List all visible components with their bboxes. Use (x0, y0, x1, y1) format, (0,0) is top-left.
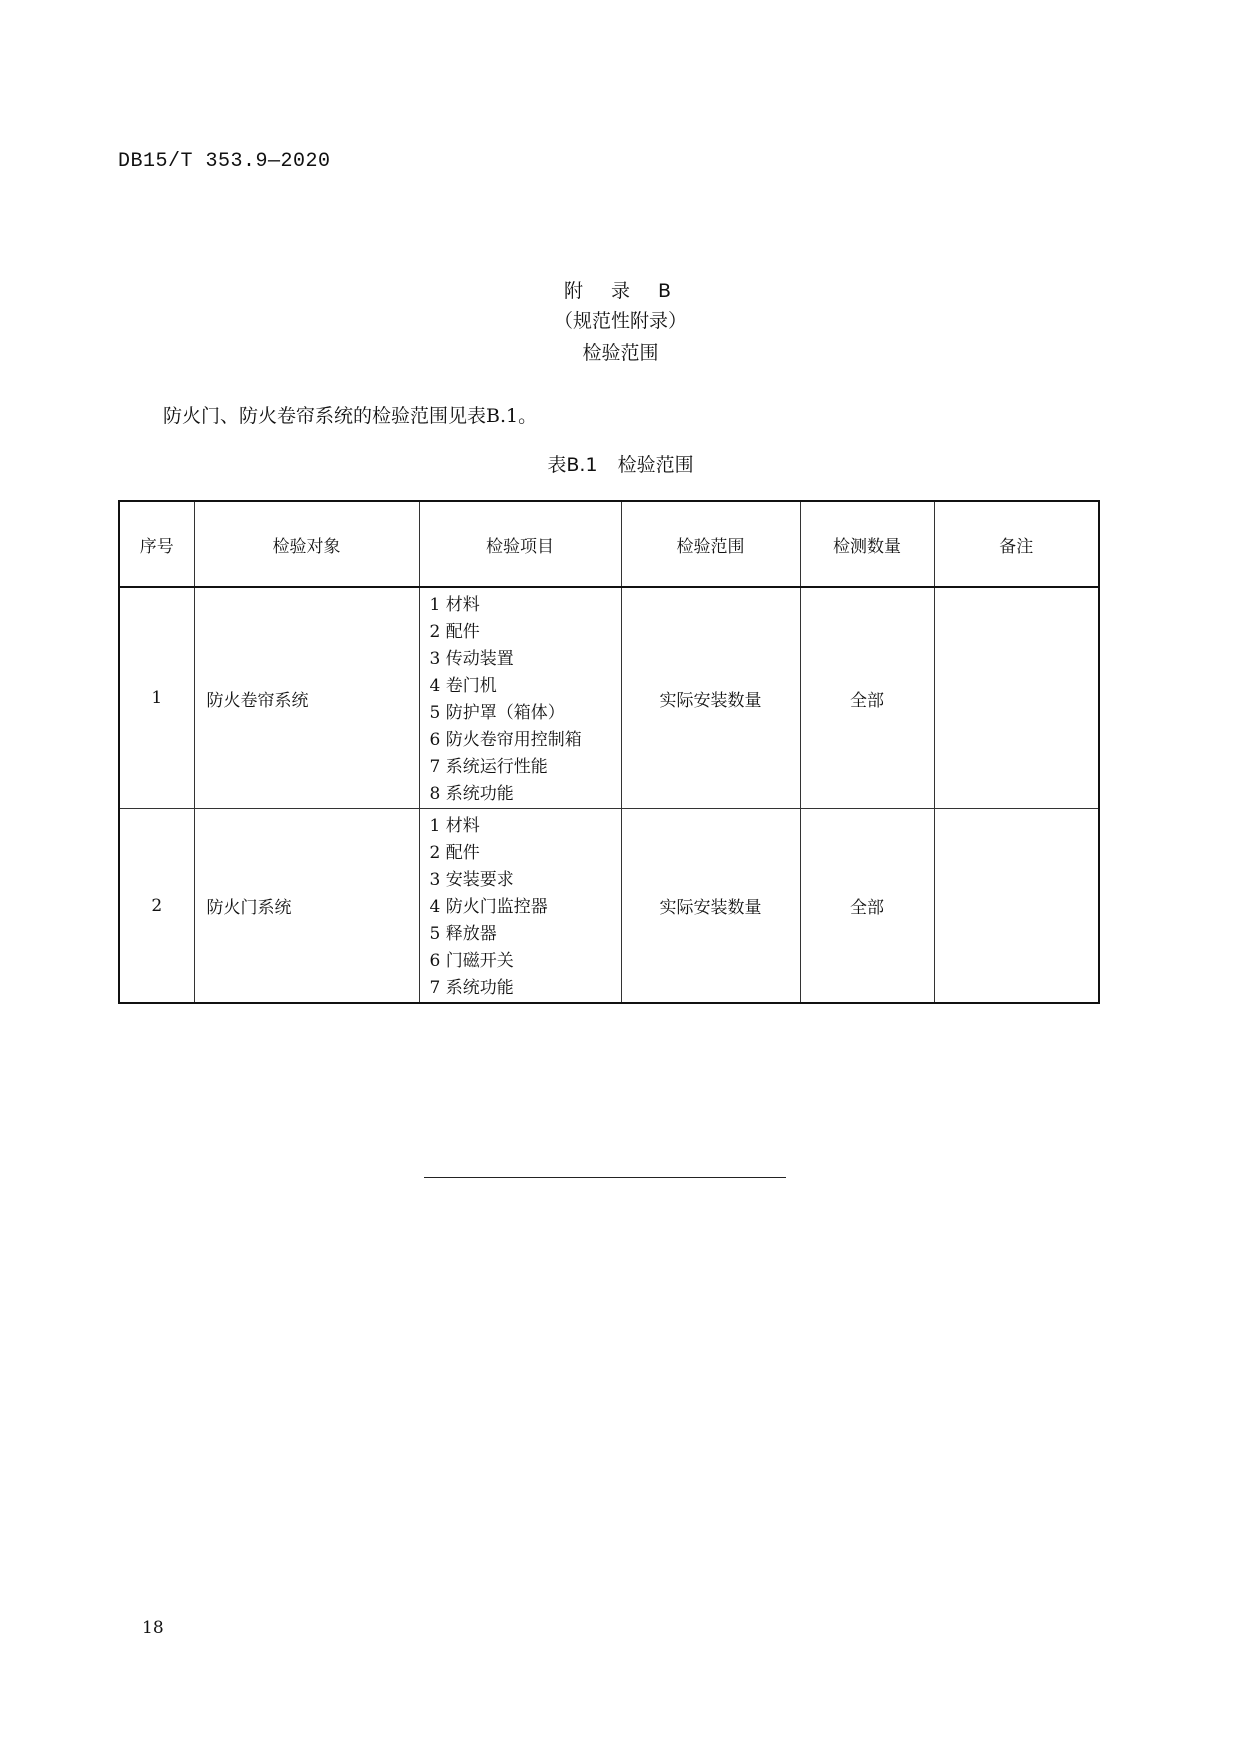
cell-remark (934, 809, 1099, 1004)
list-item: 8 系统功能 (429, 784, 514, 804)
cell-scope: 实际安装数量 (621, 809, 800, 1004)
cell-quantity: 全部 (800, 809, 934, 1004)
appendix-subtitle: （规范性附录） (553, 310, 687, 332)
list-item: 7 系统功能 (429, 978, 514, 998)
header-remark: 备注 (934, 501, 1099, 587)
cell-items (419, 587, 621, 809)
header-quantity: 检测数量 (800, 501, 934, 587)
list-item: 2 配件 (429, 843, 480, 863)
list-item: 1 材料 (429, 595, 480, 615)
list-item: 5 防护罩（箱体） (429, 703, 565, 723)
cell-scope: 实际安装数量 (621, 587, 800, 809)
list-item: 5 释放器 (429, 924, 497, 944)
header-object: 检验对象 (194, 501, 419, 587)
inspection-scope-table (118, 500, 1100, 1004)
cell-no: 2 (119, 809, 194, 1004)
list-item: 4 防火门监控器 (429, 897, 548, 917)
list-item: 7 系统运行性能 (429, 757, 548, 777)
list-item: 2 配件 (429, 622, 480, 642)
list-item: 4 卷门机 (429, 676, 497, 696)
list-item: 6 门磁开关 (429, 951, 514, 971)
cell-items (419, 809, 621, 1004)
intro-paragraph: 防火门、防火卷帘系统的检验范围见表B.1。 (163, 405, 538, 427)
table-row (119, 809, 1099, 1004)
header-items: 检验项目 (419, 501, 621, 587)
header-no: 序号 (119, 501, 194, 587)
cell-remark (934, 587, 1099, 809)
appendix-title: 附 录 B (563, 280, 678, 302)
header-scope: 检验范围 (621, 501, 800, 587)
table-header-row (119, 501, 1099, 587)
list-item: 6 防火卷帘用控制箱 (429, 730, 582, 750)
cell-quantity: 全部 (800, 587, 934, 809)
list-item: 3 安装要求 (429, 870, 514, 890)
item-list (420, 588, 621, 808)
table-row (119, 587, 1099, 809)
appendix-heading: 检验范围 (582, 342, 659, 364)
document-code: DB15/T 353.9—2020 (118, 150, 331, 173)
table-caption: 表B.1 检验范围 (547, 454, 694, 476)
end-of-document-rule (424, 1177, 786, 1178)
cell-object: 防火门系统 (194, 809, 419, 1004)
cell-no: 1 (119, 587, 194, 809)
cell-object: 防火卷帘系统 (194, 587, 419, 809)
list-item: 3 传动装置 (429, 649, 514, 669)
list-item: 1 材料 (429, 816, 480, 836)
item-list (420, 809, 621, 1002)
page-number: 18 (142, 1618, 164, 1638)
